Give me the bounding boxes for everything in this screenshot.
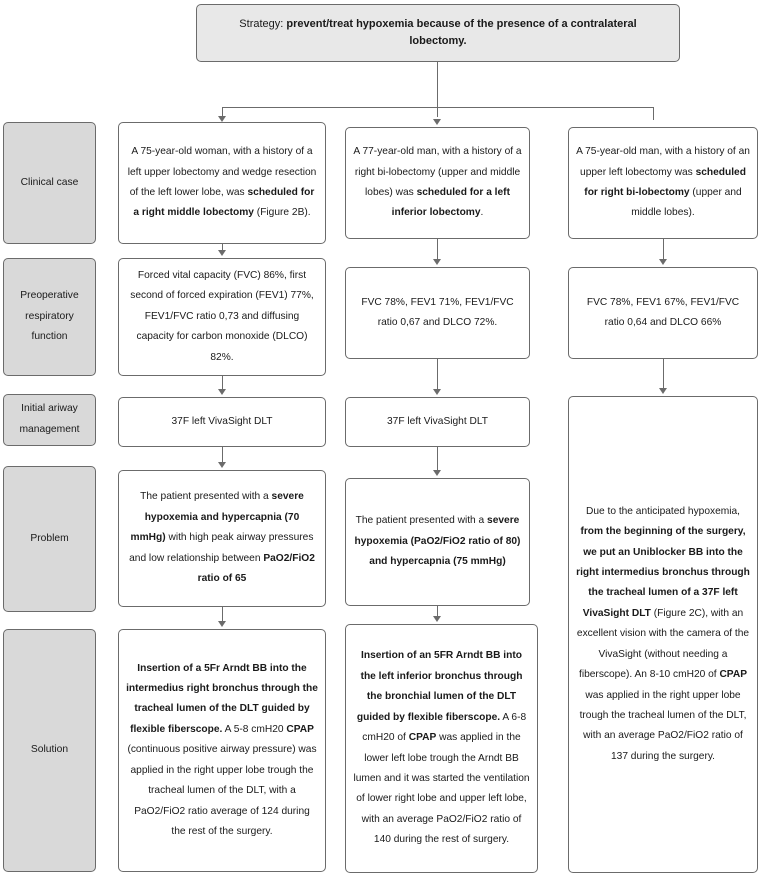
connector-trunk-vertical	[437, 62, 438, 108]
row-label-preoperative	[3, 258, 96, 376]
arrowhead-to-case-2	[433, 119, 441, 125]
arrowhead-solution-col2	[433, 616, 441, 622]
problem-text-col1: The patient presented with a severe hypoxemia and hypercapnia (70 mmHg) with high peak airway pressures and low relationship between PaO2/FiO2 ratio of 65	[129, 491, 315, 585]
preoperative-box-col2	[345, 267, 530, 359]
problem-box-col1	[118, 470, 326, 607]
connector-airway2-to-problem2	[437, 447, 438, 471]
row-label-clinical-case	[3, 122, 96, 244]
clinical-case-box-col3	[568, 127, 758, 239]
arrowhead-preop-col2	[433, 259, 441, 265]
connector-preop2-to-airway2	[437, 359, 438, 391]
preoperative-text-col2: FVC 78%, FEV1 71%, FEV1/FVC ratio 0,67 and DLCO 72%.	[361, 296, 514, 328]
airway-management-box-col2	[345, 397, 530, 447]
row-label-problem	[3, 466, 96, 612]
airway-management-box-col1	[118, 397, 326, 447]
solution-text-col2: Insertion of an 5FR Arndt BB into the left inferior bronchus through the bronchial lumen of the DLT guided by flexible fiberscope. A 6-8 cmH20 of CPAP was applied in the lower left lobe trough the Arndt BB lumen and it was started the ventilation of lower right lobe and upper left lobe, with an average PaO2/FiO2 ratio of 140 during the rest of surgery.	[353, 650, 530, 846]
clinical-case-text-col3: A 75-year-old man, with a history of an upper left lobectomy was scheduled for right bi-lobectomy (upper and middle lobes).	[576, 146, 750, 219]
connector-case2-to-preop2	[437, 239, 438, 261]
arrowhead-airway-col2	[433, 389, 441, 395]
clinical-case-box-col2	[345, 127, 530, 239]
connector-case3-to-preop3	[663, 239, 664, 261]
solution-box-col2	[345, 624, 538, 873]
preoperative-text-col1: Forced vital capacity (FVC) 86%, first second of forced expiration (FEV1) 77%, FEV1/FVC ratio 0,73 and diffusing capacity for carbon monoxide (DLCO) 82%.	[130, 269, 314, 363]
row-label-airway-management-text: Initial ariway management	[19, 403, 80, 435]
connector-branch-mid-down	[437, 107, 438, 117]
solution-text-col1: Insertion of a 5Fr Arndt BB into the intermedius right bronchus through the tracheal lumen of the DLT guided by flexible fiberscope. A 5-8 cmH20 CPAP (continuous positive airway pressure) was applied in the right upper lobe trough the tracheal lumen of the DLT, with a PaO2/FiO2 ratio average of 124 during the rest of the surgery.	[126, 662, 318, 837]
connector-airway1-to-problem1	[222, 447, 223, 463]
clinical-case-text-col2: A 77-year-old man, with a history of a right bi-lobectomy (upper and middle lobes) was scheduled for a left inferior lobectomy.	[353, 146, 522, 219]
row-label-preoperative-text: Preoperative respiratory function	[20, 290, 79, 343]
arrowhead-solution-col1	[218, 621, 226, 627]
airway-management-text-col1: 37F left VivaSight DLT	[171, 415, 273, 427]
row-label-airway-management	[3, 394, 96, 446]
preoperative-box-col3	[568, 267, 758, 359]
merged-problem-solution-text-col3: Due to the anticipated hypoxemia, from the beginning of the surgery, we put an Uniblocker BB into the right intermedius bronchus through the tracheal lumen of a 37F left VivaSight DLT (Figure 2C), with an excellent vision with the camera of the VivaSight (without needing a fiberscope). An 8-10 cmH20 of CPAP was applied in the right upper lobe trough the tracheal lumen of the DLT, with an average PaO2/FiO2 ratio of 137 during the surgery.	[576, 505, 750, 762]
row-label-solution	[3, 629, 96, 872]
strategy-header-box	[196, 4, 680, 62]
problem-text-col2: The patient presented with a severe hypoxemia (PaO2/FiO2 ratio of 80) and hypercapnia (75 mmHg)	[354, 515, 521, 568]
airway-management-text-col2: 37F left VivaSight DLT	[387, 415, 488, 427]
connector-preop3-to-merged3	[663, 359, 664, 390]
strategy-label: Strategy:	[239, 17, 284, 30]
arrowhead-merged-col3	[659, 388, 667, 394]
row-label-problem-text: Problem	[30, 532, 69, 544]
strategy-header-text	[215, 16, 661, 50]
problem-box-col2	[345, 478, 530, 606]
arrowhead-preop-col3	[659, 259, 667, 265]
arrowhead-problem-col2	[433, 470, 441, 476]
clinical-case-box-col1	[118, 122, 326, 244]
solution-box-col1	[118, 629, 326, 872]
preoperative-box-col1	[118, 258, 326, 376]
strategy-statement: prevent/treat hypoxemia because of the presence of a contralateral lobectomy.	[286, 17, 637, 47]
connector-branch-right-down	[653, 107, 654, 120]
clinical-case-text-col1: A 75-year-old woman, with a history of a left upper lobectomy and wedge resection of the left lower lobe, was scheduled for a right middle lobectomy (Figure 2B).	[127, 146, 317, 219]
row-label-clinical-case-text: Clinical case	[20, 176, 79, 188]
merged-problem-solution-box-col3	[568, 396, 758, 873]
connector-problem1-to-solution1	[222, 607, 223, 622]
arrowhead-preop-col1	[218, 250, 226, 256]
preoperative-text-col3: FVC 78%, FEV1 67%, FEV1/FVC ratio 0,64 and DLCO 66%	[586, 296, 740, 328]
row-label-solution-text: Solution	[30, 744, 69, 756]
arrowhead-airway-col1	[218, 389, 226, 395]
arrowhead-problem-col1	[218, 462, 226, 468]
